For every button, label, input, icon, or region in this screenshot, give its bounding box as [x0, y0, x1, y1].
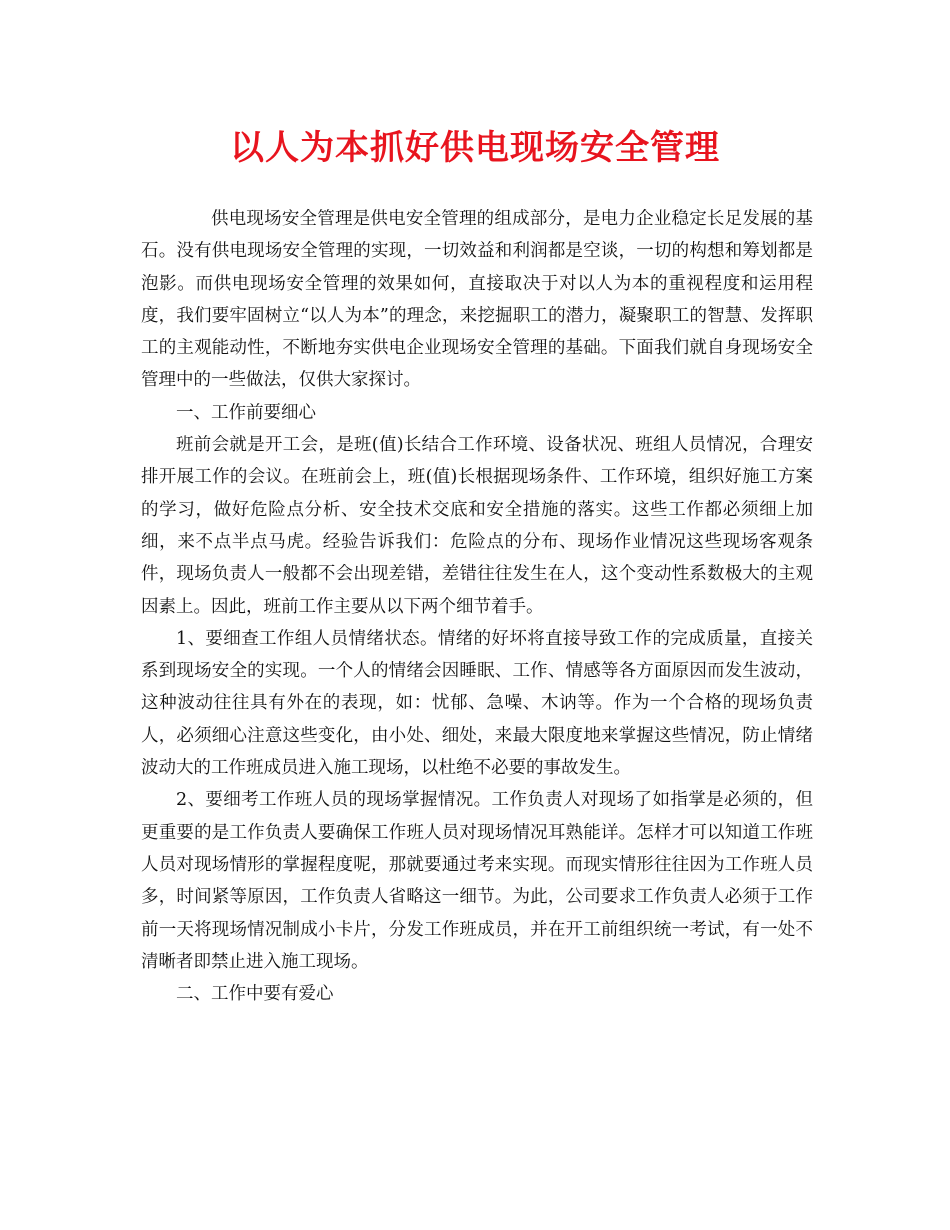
intro-paragraph: 供电现场安全管理是供电安全管理的组成部分，是电力企业稳定长足发展的基石。没有供电现场安全管理的实现，一切效益和利润都是空谈，一切的构想和筹划都是泡影。而供电现场安全管理的效果如何，直接取决于对以人为本的重视程度和运用程度，我们要牢固树立“以人为本”的理念，来挖掘职工的潜力，凝聚职工的智慧、发挥职工的主观能动性，不断地夯实供电企业现场安全管理的基础。下面我们就自身现场安全管理中的一些做法，仅供大家探讨。: [141, 209, 813, 391]
body-paragraph: 2、要细考工作班人员的现场掌握情况。工作负责人对现场了如指掌是必须的，但更重要的是工作负责人要确保工作班人员对现场情况耳熟能详。怎样才可以知道工作班人员对现场情形的掌握程度呢，那就要通过考来实现。而现实情形往往因为工作班人员多，时间紧等原因，工作负责人省略这一细节。为此，公司要求工作负责人必须于工作前一天将现场情况制成小卡片，分发工作班成员，并在开工前组织统一考试，有一处不清晰者即禁止进入施工现场。: [141, 790, 813, 972]
body-paragraph: 班前会就是开工会，是班(值)长结合工作环境、设备状况、班组人员情况，合理安排开展工作的会议。在班前会上，班(值)长根据现场条件、工作环境，组织好施工方案的学习，做好危险点分析、安全技术交底和安全措施的落实。这些工作都必须细上加细，来不点半点马虎。经验告诉我们：危险点的分布、现场作业情况这些现场客观条件，现场负责人一般都不会出现差错，差错往往发生在人，这个变动性系数极大的主观因素上。因此，班前工作主要从以下两个细节着手。: [141, 435, 813, 617]
section-heading-2: 二、工作中要有爱心: [176, 984, 334, 1005]
document-body: [141, 203, 813, 1010]
body-paragraph: 1、要细查工作组人员情绪状态。情绪的好坏将直接导致工作的完成质量，直接关系到现场安全的实现。一个人的情绪会因睡眠、工作、情感等各方面原因而发生波动，这种波动往往具有外在的表现，如：忧郁、急噪、木讷等。作为一个合格的现场负责人，必须细心注意这些变化，由小处、细处，来最大限度地来掌握这些情况，防止情绪波动大的工作班成员进入施工现场，以杜绝不必要的事故发生。: [141, 628, 813, 779]
document-title: 以人为本抓好供电现场安全管理: [230, 128, 720, 168]
section-heading-1: 一、工作前要细心: [176, 402, 316, 423]
